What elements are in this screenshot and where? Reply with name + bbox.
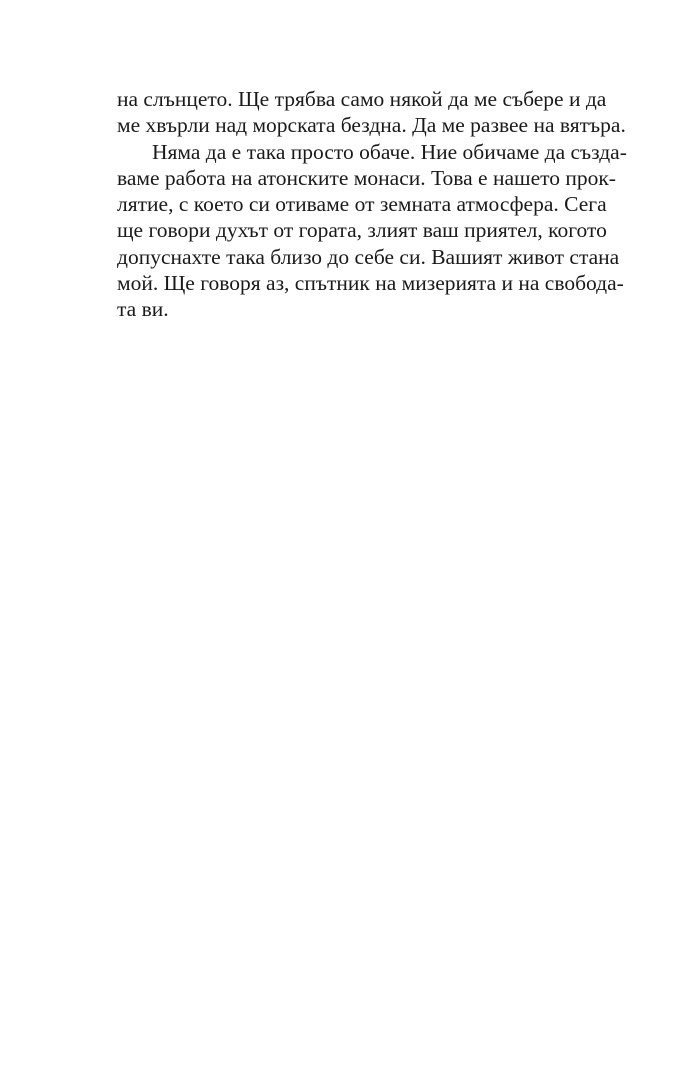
text-line: ме хвърли над морската бездна. Да ме развее на вятъра. bbox=[117, 113, 626, 138]
text-line: мой. Ще говоря аз, спътник на мизерията и на свобода- bbox=[117, 271, 624, 296]
text-line: ще говори духът от гората, злият ваш приятел, когото bbox=[117, 218, 607, 243]
text-line: Няма да е така просто обаче. Ние обичаме да създа- bbox=[152, 139, 627, 164]
body-text bbox=[117, 86, 627, 323]
text-line: на слънцето. Ще трябва само някой да ме събере и да bbox=[117, 87, 607, 111]
text-line: ваме работа на атонските монаси. Това е нашето прок- bbox=[117, 165, 616, 190]
text-line: та ви. bbox=[117, 297, 169, 322]
paragraph-1 bbox=[117, 86, 626, 139]
text-line: допуснахте така близо до себе си. Вашият живот стана bbox=[117, 244, 620, 269]
text-line: лятие, с което си отиваме от земната атмосфера. Сега bbox=[117, 192, 607, 217]
paragraph-2 bbox=[117, 139, 627, 323]
